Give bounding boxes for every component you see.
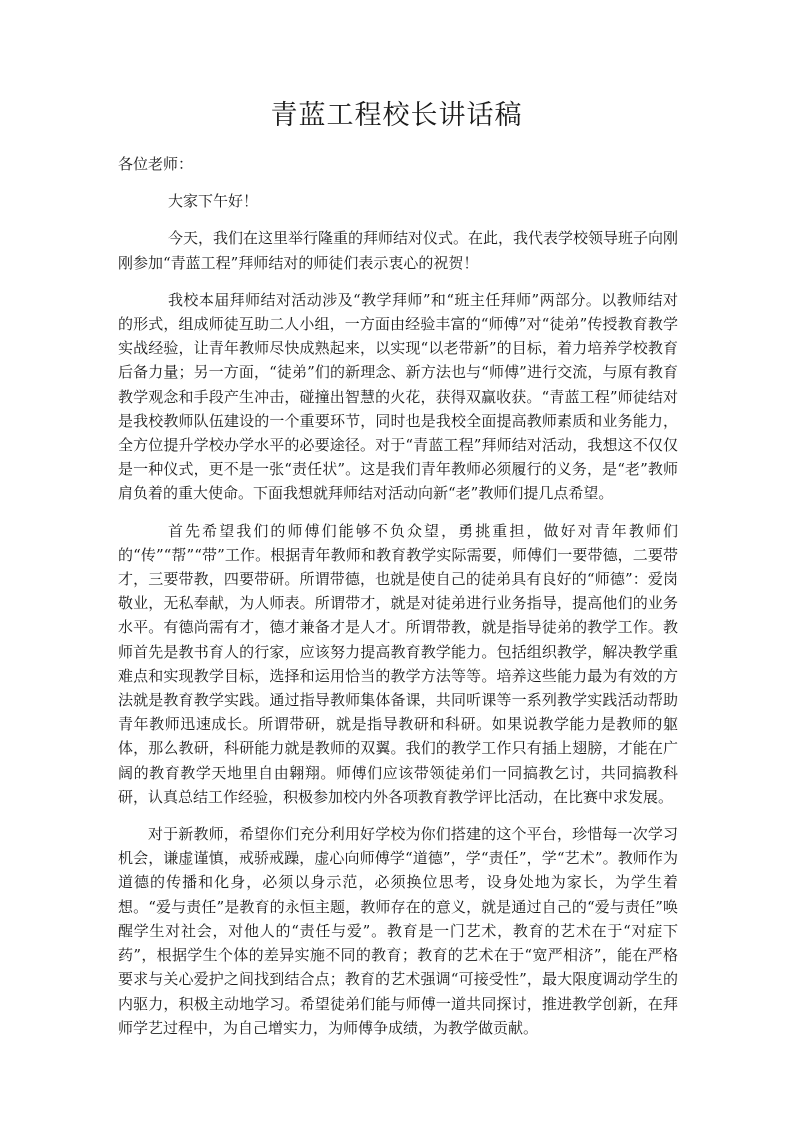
- salutation: 各位老师：: [118, 155, 194, 173]
- paragraph-activity: 我校本届拜师结对活动涉及“教学拜师”和“班主任拜师”两部分。以教师结对的形式，组成师徒互助二人小组，一方面由经验丰富的“师傅”对“徒弟”传授教育教学实战经验，让青年教师尽快成熟起来，以实现“以老带新”的目标，着力培养学校教育后备力量；另一方面，“徒弟”们的新理念、新方法也与“师傅”进行交流，与原有教育教学观念和手段产生冲击，碰撞出智慧的火花，获得双赢收获。“青蓝工程”师徒结对是我校教师队伍建设的一个重要环节，同时也是我校全面提高教师素质和业务能力，全方位提升学校办学水平的必要途径。对于“青蓝工程”拜师结对活动，我想这不仅仅是一种仪式，更不是一张“责任状”。这是我们青年教师必须履行的义务，是“老”教师肩负着的重大使命。下面我想就拜师结对活动向新“老”教师们提几点希望。: [118, 290, 678, 503]
- paragraph-opening: 今天，我们在这里举行隆重的拜师结对仪式。在此，我代表学校领导班子向刚刚参加“青蓝工程”拜师结对的师徒们表示衷心的祝贺！: [118, 229, 679, 272]
- paragraph-new-teachers: 对于新教师，希望你们充分利用好学校为你们搭建的这个平台，珍惜每一次学习机会，谦虚谨慎，戒骄戒躁，虚心向师傅学“道德”，学“责任”，学“艺术”。教师作为道德的传播和化身，必须以身示范，必须换位思考，设身处地为家长，为学生着想。“爱与责任”是教育的永恒主题，教师存在的意义，就是通过自己的“爱与责任”唤醒学生对社会，对他人的“责任与爱”。教育是一门艺术，教育的艺术在于“对症下药”，根据学生个体的差异实施不同的教育；教育的艺术在于“宽严相济”，能在严格要求与关心爱护之间找到结合点；教育的艺术强调“可接受性”，最大限度调动学生的内驱力，积极主动地学习。希望徒弟们能与师傅一道共同探讨，推进教学创新，在拜师学艺过程中，为自己增实力，为师傅争成绩，为教学做贡献。: [118, 825, 678, 1037]
- document-body: [118, 152, 678, 1040]
- paragraph-mentors: 首先希望我们的师傅们能够不负众望，勇挑重担，做好对青年教师们的“传”“帮”“带”工作。根据青年教师和教育教学实际需要，师傅们一要带德，二要带才，三要带教，四要带研。所谓带德，也就是使自己的徒弟具有良好的“师德”：爱岗敬业，无私奉献，为人师表。所谓带才，就是对徒弟进行业务指导，提高他们的业务水平。有德尚需有才，德才兼备才是人才。所谓带教，就是指导徒弟的教学工作。教师首先是教书育人的行家，应该努力提高教育教学能力。包括组织教学，解决教学重难点和实现教学目标，选择和运用恰当的教学方法等等。培养这些能力最为有效的方法就是教育教学实践。通过指导教师集体备课，共同听课等一系列教学实践活动帮助青年教师迅速成长。所谓带研，就是指导教研和科研。如果说教学能力是教师的躯体，那么教研，科研能力就是教师的双翼。我们的教学工作只有插上翅膀，才能在广阔的教育教学天地里自由翱翔。师傅们应该带领徒弟们一同搞教乞讨，共同搞教科研，认真总结工作经验，积极参加校内外各项教育教学评比活动，在比赛中求发展。: [118, 521, 678, 806]
- document-title: 青蓝工程校长讲话稿: [270, 100, 523, 131]
- greeting: 大家下午好！: [168, 192, 259, 211]
